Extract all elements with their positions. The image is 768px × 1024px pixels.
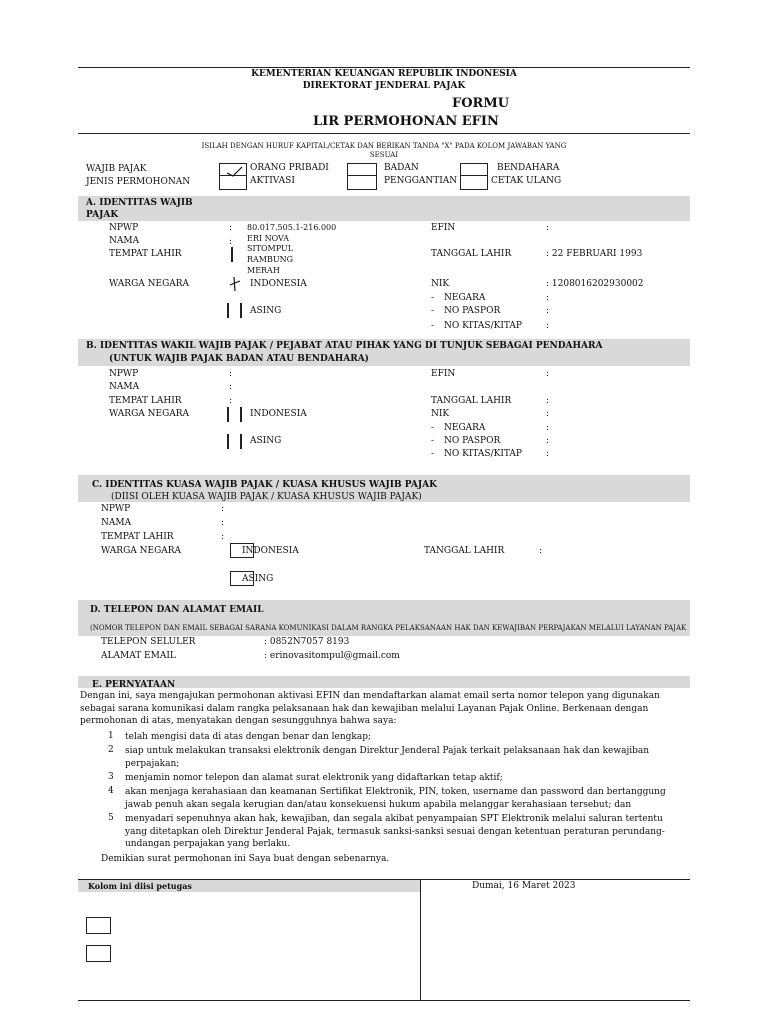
b-tanggal-lahir-colon: : — [546, 396, 550, 406]
a-negara-colon: : — [546, 293, 550, 303]
b-nama-colon: : — [229, 382, 233, 392]
section-b-subtitle: (UNTUK WAJIB PAJAK BADAN ATAU BENDAHARA) — [109, 354, 369, 364]
a-tempat-lahir-label: TEMPAT LAHIR — [109, 249, 182, 259]
b-tempat-lahir-colon: : — [229, 396, 233, 406]
c-npwp-colon: : — [221, 504, 225, 514]
a-npwp-colon: : — [229, 223, 233, 233]
checkbox-divider — [347, 175, 376, 176]
a-asing-box-left — [227, 303, 229, 318]
b-tempat-lahir-label: TEMPAT LAHIR — [109, 396, 182, 406]
check-mark-icon — [225, 164, 245, 178]
option-bendahara: BENDAHARA — [497, 163, 560, 173]
a-nik-value: : 1208016202930002 — [546, 279, 644, 289]
b-warga-negara-label: WARGA NEGARA — [109, 409, 190, 419]
b-option-asing: ASING — [250, 436, 282, 446]
a-nama-value-3: RAMBUNG — [247, 255, 294, 264]
b-kitas-dash: - — [431, 449, 435, 459]
b-tanggal-lahir-label: TANGGAL LAHIR — [431, 396, 512, 406]
a-nik-label: NIK — [431, 279, 450, 289]
statement-item-1-num: 1 — [108, 731, 114, 741]
statement-item-2-num: 2 — [108, 745, 114, 755]
d-telepon-value: : 0852N7057 8193 — [264, 637, 350, 647]
a-negara-label: NEGARA — [444, 293, 486, 303]
a-paspor-dash: - — [431, 306, 435, 316]
c-npwp-label: NPWP — [101, 504, 131, 514]
petugas-checkbox-1[interactable] — [86, 917, 111, 934]
a-tempat-lahir-mark — [231, 247, 233, 262]
petugas-checkbox-2[interactable] — [86, 945, 111, 962]
c-tempat-lahir-colon: : — [221, 532, 225, 542]
a-warga-negara-label: WARGA NEGARA — [109, 279, 190, 289]
form-title-part1: FORMU — [452, 96, 510, 111]
section-a-title-cont: PAJAK — [86, 210, 119, 220]
a-nama-label: NAMA — [109, 236, 140, 246]
directorate-name: DIREKTORAT JENDERAL PAJAK — [302, 81, 466, 91]
checkbox-divider — [460, 175, 487, 176]
section-d-subtitle: (NOMOR TELEPON DAN EMAIL SEBAGAI SARANA KOMUNIKASI DALAM RANGKA PELAKSANAAN HAK DAN KEWAJIBAN PERPAJAKAN MELALUI LAYANAN PAJAK — [90, 624, 687, 632]
a-nama-colon: : — [229, 237, 233, 247]
c-option-asing: ASING — [242, 574, 274, 584]
a-no-paspor-label: NO PASPOR — [444, 306, 501, 316]
a-nama-value-1: ERI NOVA — [247, 234, 289, 243]
b-nik-label: NIK — [431, 409, 450, 419]
a-efin-label: EFIN — [431, 223, 456, 233]
b-efin-colon: : — [546, 369, 550, 379]
wajib-pajak-label: WAJIB PAJAK — [86, 164, 147, 174]
b-nik-colon: : — [546, 409, 550, 419]
checkbox-badan-penggantian[interactable] — [347, 163, 377, 190]
a-nama-value-4: MERAH — [247, 266, 280, 275]
b-no-paspor-label: NO PASPOR — [444, 436, 501, 446]
x-mark-icon — [228, 276, 242, 292]
c-nama-label: NAMA — [101, 518, 132, 528]
c-tanggal-lahir-colon: : — [539, 546, 543, 556]
petugas-label: Kolom ini diisi petugas — [88, 881, 192, 891]
statement-intro: Dengan ini, saya mengajukan permohonan aktivasi EFIN dan mendaftarkan alamat email serta nomor telepon yang digunakan sebagai sarana komunikasi dalam rangka pelaksanaan hak dan kewajiban melalui Layanan Pajak Online. Berkenaan dengan permohonan di atas, menyatakan dengan sesungguhnya bahwa saya: — [80, 691, 660, 726]
b-paspor-dash: - — [431, 436, 435, 446]
b-no-paspor-colon: : — [546, 436, 550, 446]
b-efin-label: EFIN — [431, 369, 456, 379]
b-indonesia-box-left — [227, 407, 229, 422]
b-negara-dash: - — [431, 423, 435, 433]
b-asing-box-left — [227, 434, 229, 449]
ministry-name: KEMENTERIAN KEUANGAN REPUBLIK INDONESIA — [251, 69, 517, 79]
signature-date-place: Dumai, 16 Maret 2023 — [472, 881, 576, 891]
b-no-kitas-label: NO KITAS/KITAP — [444, 449, 522, 459]
statement-item-5-num: 5 — [108, 813, 114, 823]
section-c-subtitle: (DIISI OLEH KUASA WAJIB PAJAK / KUASA KHUSUS WAJIB PAJAK) — [111, 492, 422, 502]
statement-item-1: telah mengisi data di atas dengan benar dan lengkap; — [125, 732, 372, 742]
top-rule — [78, 67, 690, 68]
statement-item-4: akan menjaga kerahasiaan dan keamanan Sertifikat Elektronik, PIN, token, username dan password dan bertanggung jawab penuh akan segala kerugian dan/atau konsekuensi hukum apabila melanggar kerahasiaan tersebut; dan — [125, 787, 666, 810]
statement-item-3: menjamin nomor telepon dan alamat surat elektronik yang didaftarkan tetap aktif; — [125, 773, 503, 783]
b-asing-box-right — [240, 434, 242, 449]
footer-divider — [420, 879, 421, 1000]
title-rule — [78, 133, 690, 134]
option-orang-pribadi: ORANG PRIBADI — [250, 163, 329, 173]
d-email-label: ALAMAT EMAIL — [101, 651, 176, 661]
option-cetak-ulang: CETAK ULANG — [491, 176, 562, 186]
checkbox-bendahara-cetak-ulang[interactable] — [460, 163, 488, 190]
a-option-indonesia: INDONESIA — [250, 279, 307, 289]
a-option-asing: ASING — [250, 306, 282, 316]
instruction-line1: ISILAH DENGAN HURUF KAPITAL/CETAK DAN BERIKAN TANDA "X" PADA KOLOM JAWABAN YANG — [201, 142, 567, 150]
d-email-value: : erinovasitompul@gmail.com — [264, 651, 400, 661]
section-c-title: C. IDENTITAS KUASA WAJIB PAJAK / KUASA KHUSUS WAJIB PAJAK — [92, 480, 437, 490]
section-b-title: B. IDENTITAS WAKIL WAJIB PAJAK / PEJABAT ATAU PIHAK YANG DI TUNJUK SEBAGAI PENDAHARA — [86, 341, 603, 351]
option-penggantian: PENGGANTIAN — [384, 176, 458, 186]
instruction-line2: SESUAI — [369, 151, 399, 159]
b-negara-label: NEGARA — [444, 423, 486, 433]
section-a-title: A. IDENTITAS WAJIB — [86, 198, 193, 208]
section-d-title: D. TELEPON DAN ALAMAT EMAIL — [90, 605, 264, 615]
a-efin-colon: : — [546, 223, 550, 233]
footer-bottom-rule — [78, 1000, 690, 1001]
c-tanggal-lahir-label: TANGGAL LAHIR — [424, 546, 505, 556]
jenis-permohonan-label: JENIS PERMOHONAN — [86, 177, 191, 187]
b-option-indonesia: INDONESIA — [250, 409, 307, 419]
a-negara-dash: - — [431, 293, 435, 303]
option-aktivasi: AKTIVASI — [250, 176, 295, 186]
section-e-title: E. PERNYATAAN — [92, 680, 176, 688]
statement-item-3-num: 3 — [108, 772, 114, 782]
b-no-kitas-colon: : — [546, 449, 550, 459]
statement-item-4-num: 4 — [108, 786, 114, 796]
a-no-paspor-colon: : — [546, 306, 550, 316]
a-tanggal-lahir-label: TANGGAL LAHIR — [431, 249, 512, 259]
a-kitas-dash: - — [431, 321, 435, 331]
a-nama-value-2: SITOMPUL — [247, 244, 294, 253]
form-title-part2: LIR PERMOHONAN EFIN — [313, 114, 499, 129]
a-npwp-value: 80.017.505.1-216.000 — [247, 223, 337, 232]
a-asing-box-right — [240, 303, 242, 318]
b-npwp-label: NPWP — [109, 369, 139, 379]
a-tanggal-lahir-value: : 22 FEBRUARI 1993 — [546, 249, 643, 259]
a-npwp-label: NPWP — [109, 223, 139, 233]
b-nama-label: NAMA — [109, 382, 140, 392]
b-npwp-colon: : — [229, 369, 233, 379]
b-indonesia-box-right — [240, 407, 242, 422]
option-badan: BADAN — [384, 163, 419, 173]
c-warga-negara-label: WARGA NEGARA — [101, 546, 182, 556]
c-nama-colon: : — [221, 518, 225, 528]
c-option-indonesia: INDONESIA — [242, 546, 299, 556]
statement-closing: Demikian surat permohonan ini Saya buat dengan sebenarnya. — [101, 854, 390, 864]
b-negara-colon: : — [546, 423, 550, 433]
c-tempat-lahir-label: TEMPAT LAHIR — [101, 532, 174, 542]
statement-item-5: menyadari sepenuhnya akan hak, kewajiban, dan segala akibat penyampaian SPT Elektronik melalui saluran tertentu yang ditetapkan oleh Direktur Jenderal Pajak, termasuk sanksi-sanksi sesuai dengan ketentuan peraturan perundang-undangan perpajakan yang berlaku. — [125, 814, 665, 849]
d-telepon-label: TELEPON SELULER — [101, 637, 196, 647]
a-no-kitas-colon: : — [546, 321, 550, 331]
a-no-kitas-label: NO KITAS/KITAP — [444, 321, 522, 331]
statement-item-2: siap untuk melakukan transaksi elektronik dengan Direktur Jenderal Pajak terkait pelaksanaan hak dan kewajiban perpajakan; — [125, 746, 650, 769]
